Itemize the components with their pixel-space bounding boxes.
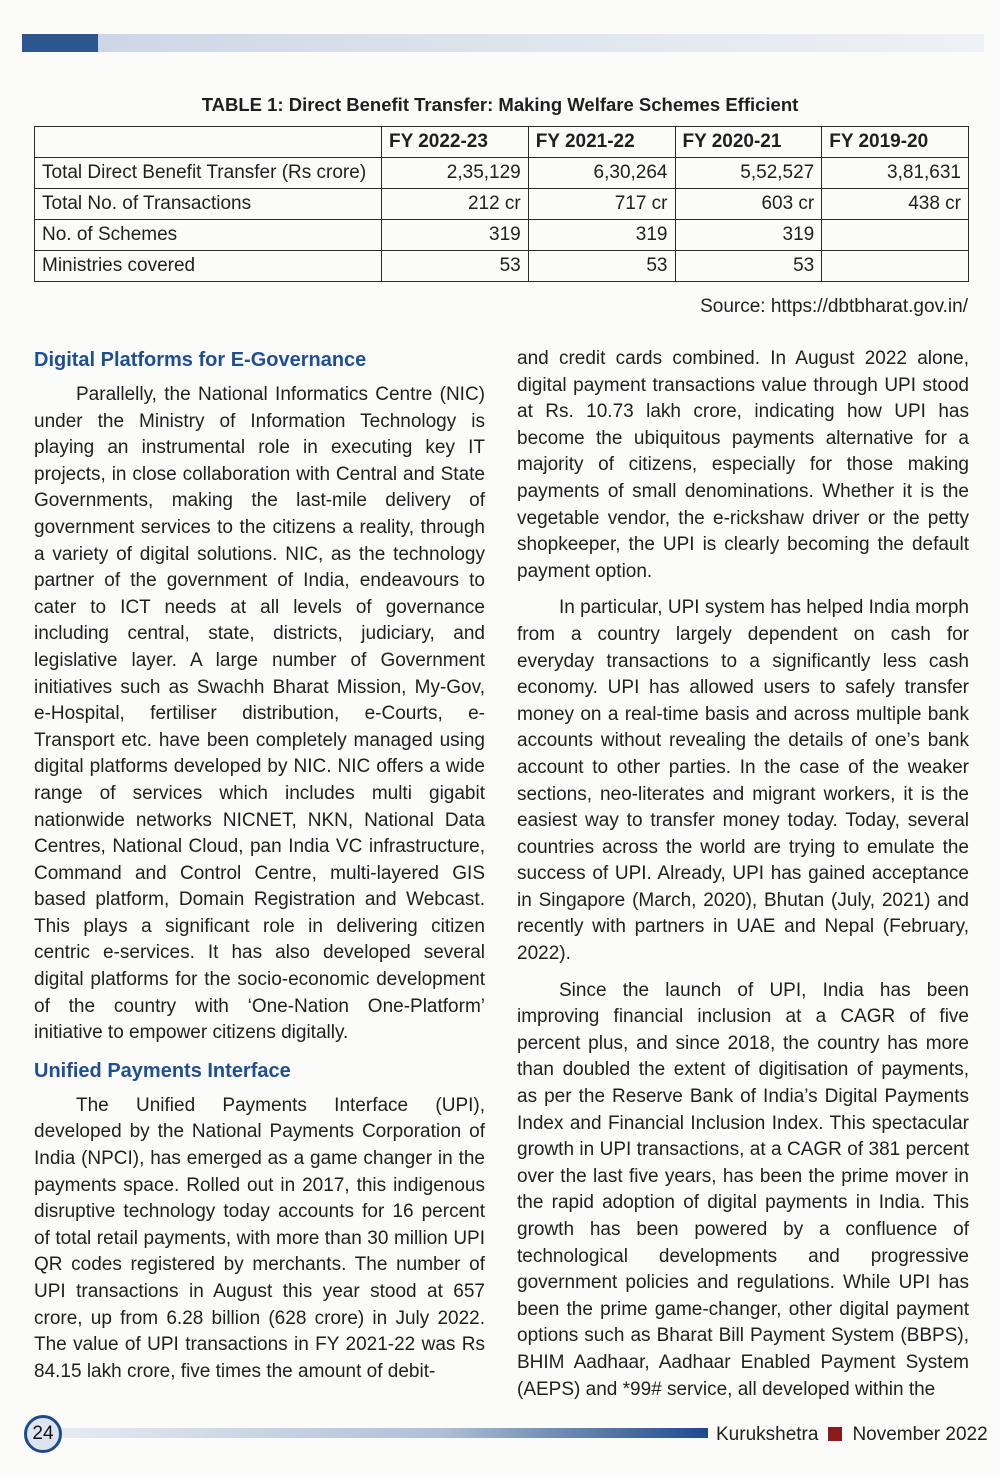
header-bar bbox=[22, 34, 984, 52]
paragraph: Since the launch of UPI, India has been improving financial inclusion at a CAGR of five percent plus, and since 2018, the country has more than doubled the extent of digitisation of payments, as per the Reserve Bank of India’s Digital Payments Index and Financial Inclusion Index. This spectacular growth in UPI transactions, at a CAGR of 381 percent over the last five years, has been the prime mover in the rapid adoption of digital payments in India. This growth has been powered by a confluence of technological developments and progressive government policies and regulations. While UPI has been the prime game-changer, other digital payment options such as Bharat Bill Payment System (BBPS), BHIM Aadhaar, Aadhaar Enabled Payment System (AEPS) and *99# service, all developed within the bbox=[517, 979, 969, 1400]
table-cell: 212 cr bbox=[382, 189, 529, 220]
section-heading-upi: Unified Payments Interface bbox=[34, 1059, 291, 1082]
table-cell: 53 bbox=[382, 251, 529, 282]
table-cell: 319 bbox=[675, 220, 822, 251]
table-header-cell: FY 2022-23 bbox=[382, 127, 529, 158]
table-cell: 2,35,129 bbox=[382, 158, 529, 189]
footer-bar bbox=[48, 1428, 708, 1438]
table-cell: 3,81,631 bbox=[822, 158, 969, 189]
table-header-row bbox=[35, 127, 969, 158]
table-cell: 53 bbox=[528, 251, 675, 282]
separator-square-icon bbox=[828, 1427, 842, 1441]
left-column bbox=[34, 346, 485, 1395]
dbt-table bbox=[34, 126, 969, 282]
table-cell: 438 cr bbox=[822, 189, 969, 220]
right-column bbox=[517, 346, 969, 1413]
table-source: Source: https://dbtbharat.gov.in/ bbox=[700, 296, 968, 317]
table-header-cell bbox=[35, 127, 382, 158]
paragraph: The Unified Payments Interface (UPI), developed by the National Payments Corporation of India (NPCI), has emerged as a game changer in the payments space. Rolled out in 2017, this indigenous disruptive technology today accounts for 16 percent of total retail payments, with more than 30 million UPI QR codes registered by merchants. The number of UPI transactions in August this year stood at 657 crore, up from 6.28 billion (628 crore) in July 2022. The value of UPI transactions in FY 2021-22 was Rs 84.15 lakh crore, five times the amount of debit- bbox=[34, 1094, 485, 1382]
row-label: Ministries covered bbox=[35, 251, 382, 282]
table-row bbox=[35, 158, 969, 189]
table-cell bbox=[822, 220, 969, 251]
magazine-name: Kurukshetra bbox=[716, 1424, 819, 1445]
table-cell: 717 cr bbox=[528, 189, 675, 220]
table-row bbox=[35, 251, 969, 282]
row-label: Total Direct Benefit Transfer (Rs crore) bbox=[35, 158, 382, 189]
footer-text bbox=[716, 1424, 988, 1446]
table-header-cell: FY 2020-21 bbox=[675, 127, 822, 158]
table-header-cell: FY 2021-22 bbox=[528, 127, 675, 158]
table-cell: 53 bbox=[675, 251, 822, 282]
table-header-cell: FY 2019-20 bbox=[822, 127, 969, 158]
paragraph: and credit cards combined. In August 2022 alone, digital payment transactions value through UPI stood at Rs. 10.73 lakh crore, indicating how UPI has become the ubiquitous payments alternative for a majority of citizens, especially for those making payments of small denominations. Whether it is the vegetable vendor, the e-rickshaw driver or the petty shopkeeper, the UPI is clearly becoming the default payment option. bbox=[517, 348, 969, 582]
table-cell: 319 bbox=[528, 220, 675, 251]
page-number: 24 bbox=[24, 1415, 62, 1453]
table-cell: 6,30,264 bbox=[528, 158, 675, 189]
section-heading-egovernance: Digital Platforms for E-Governance bbox=[34, 349, 367, 371]
table-cell bbox=[822, 251, 969, 282]
table-cell: 5,52,527 bbox=[675, 158, 822, 189]
table-title: TABLE 1: Direct Benefit Transfer: Making Welfare Schemes Efficient bbox=[201, 94, 799, 115]
table-cell: 319 bbox=[382, 220, 529, 251]
row-label: No. of Schemes bbox=[35, 220, 382, 251]
table-row bbox=[35, 220, 969, 251]
row-label: Total No. of Transactions bbox=[35, 189, 382, 220]
paragraph: Parallelly, the National Informatics Centre (NIC) under the Ministry of Information Technology is playing an instrumental role in executing key IT projects, in close collaboration with Central and State Governments, making the last-mile delivery of government services to the citizens a reality, through a variety of digital solutions. NIC, as the technology partner of the government of India, endeavours to cater to ICT needs at all levels of governance including central, state, districts, judiciary, and legislative layer. A large number of Government initiatives such as Swachh Bharat Mission, My-Gov, e-Hospital, fertiliser distribution, e-Courts, e-Transport etc. have been completely managed using digital platforms developed by NIC. NIC offers a wide range of services which includes multi gigabit nationwide networks NICNET, NKN, National Data Centres, National Cloud, pan India VC infrastructure, Command and Control Centre, multi-layered GIS based platform, Domain Registration and Webcast. This plays a significant role in delivering citizen centric e-services. It has also developed several digital platforms for the socio-economic development of the country with ‘One-Nation One-Platform’ initiative to empower citizens digitally. bbox=[34, 384, 485, 1044]
table-cell: 603 cr bbox=[675, 189, 822, 220]
paragraph: In particular, UPI system has helped India morph from a country largely dependent on cash for everyday transactions to a significantly less cash economy. UPI has allowed users to safely transfer money on a real-time basis and across multiple bank accounts without revealing the details of one’s bank account to other parties. In the case of the weaker sections, neo-literates and migrant workers, it is the easiest way to transfer money today. Today, several countries across the world are trying to emulate the success of UPI. Already, UPI has gained acceptance in Singapore (March, 2020), Bhutan (July, 2021) and recently with partners in UAE and Nepal (February, 2022). bbox=[517, 597, 969, 965]
header-accent bbox=[22, 34, 98, 52]
table-row bbox=[35, 189, 969, 220]
issue-date: November 2022 bbox=[852, 1424, 988, 1445]
